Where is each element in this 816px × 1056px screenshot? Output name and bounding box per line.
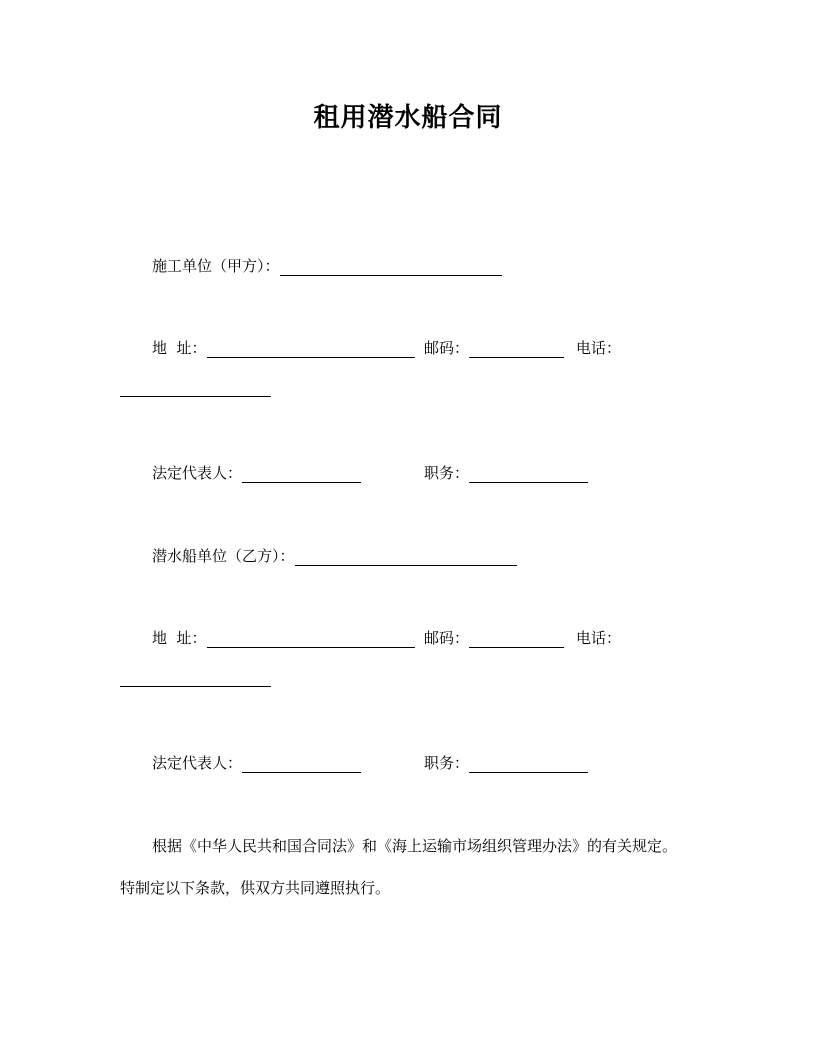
party-b-phone-row	[576, 628, 621, 648]
party-b-phone-label: 电话：	[576, 629, 622, 647]
party-a-postcode-blank[interactable]	[469, 339, 564, 358]
party-a-address-row	[152, 338, 415, 358]
party-a-unit-row	[152, 256, 502, 276]
party-b-position-row	[424, 753, 588, 773]
party-b-unit-blank[interactable]	[295, 547, 517, 566]
party-a-address-blank[interactable]	[207, 339, 415, 358]
party-a-legal-rep-blank[interactable]	[242, 464, 361, 483]
party-b-address-row	[152, 628, 415, 648]
party-b-position-blank[interactable]	[469, 754, 588, 773]
party-a-phone-blank[interactable]	[120, 378, 271, 397]
party-a-phone-label: 电话：	[576, 339, 622, 357]
party-b-postcode-blank[interactable]	[469, 629, 564, 648]
party-a-phone-row	[576, 338, 621, 358]
party-a-unit-label: 施工单位（甲方）：	[152, 257, 280, 275]
party-b-phone-blank[interactable]	[120, 668, 271, 687]
party-a-legal-rep-row	[152, 463, 361, 483]
party-a-legal-rep-label: 法定代表人：	[152, 464, 243, 482]
contract-title: 租用潜水船合同	[313, 103, 503, 133]
party-b-unit-row	[152, 546, 517, 566]
party-a-postcode-label: 邮码：	[424, 339, 470, 357]
party-b-legal-rep-blank[interactable]	[242, 754, 361, 773]
party-b-legal-rep-label: 法定代表人：	[152, 754, 243, 772]
party-a-unit-blank[interactable]	[280, 257, 502, 276]
party-a-postcode-row	[424, 338, 564, 358]
party-b-address-label: 地 址：	[152, 629, 207, 647]
party-b-postcode-label: 邮码：	[424, 629, 470, 647]
party-b-postcode-row	[424, 628, 564, 648]
party-b-unit-label: 潜水船单位（乙方）：	[152, 547, 295, 565]
preamble-line-1: 根据《中华人民共和国合同法》和《海上运输市场组织管理办法》的有关规定。	[152, 837, 678, 855]
preamble-line-2: 特制定以下条款，供双方共同遵照执行。	[120, 879, 391, 897]
party-a-position-row	[424, 463, 588, 483]
party-b-address-blank[interactable]	[207, 629, 415, 648]
party-a-position-label: 职务：	[424, 464, 470, 482]
party-a-address-label: 地 址：	[152, 339, 207, 357]
party-a-position-blank[interactable]	[469, 464, 588, 483]
party-b-legal-rep-row	[152, 753, 361, 773]
party-b-position-label: 职务：	[424, 754, 470, 772]
